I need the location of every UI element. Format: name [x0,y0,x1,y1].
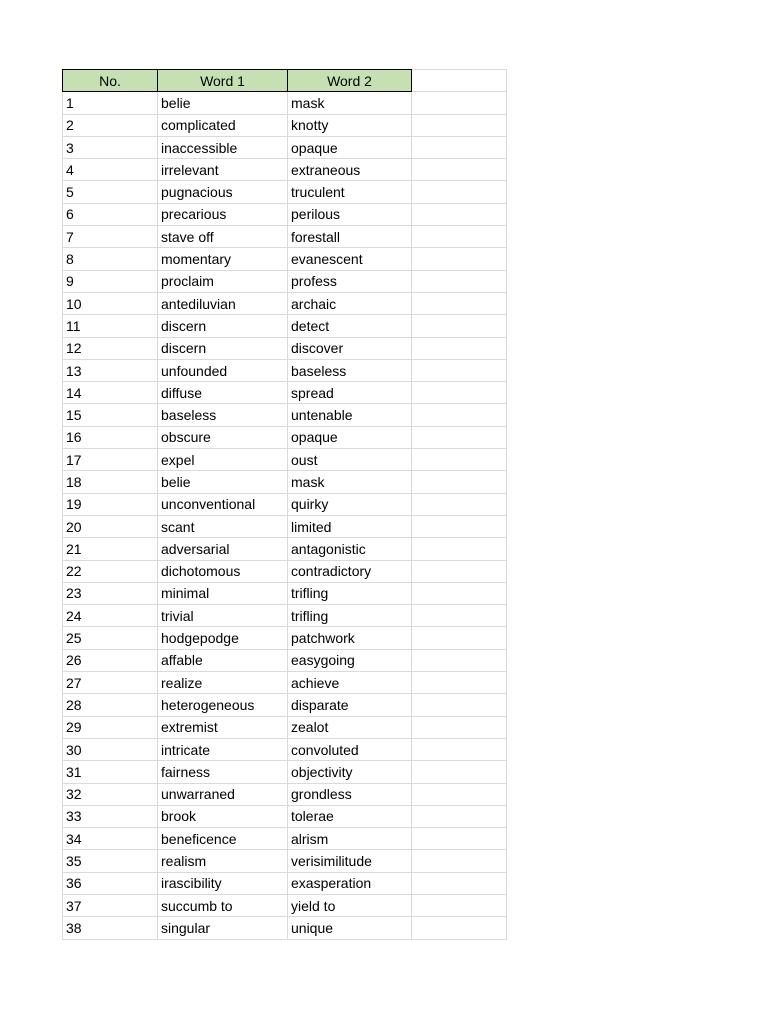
cell-word-1[interactable]: belie [158,471,288,493]
cell-word-2[interactable]: trifling [288,605,412,627]
cell-no[interactable]: 30 [63,738,158,760]
table-row [63,203,507,225]
table-row [63,560,507,582]
empty-cell[interactable] [412,828,507,850]
cell-no[interactable]: 32 [63,783,158,805]
empty-cell[interactable] [412,716,507,738]
empty-cell[interactable] [412,493,507,515]
empty-cell[interactable] [412,315,507,337]
table-body [63,70,507,940]
cell-no[interactable]: 36 [63,872,158,894]
empty-cell[interactable] [412,761,507,783]
cell-word-2[interactable]: disparate [288,694,412,716]
table-row [63,270,507,292]
cell-word-2[interactable]: mask [288,471,412,493]
empty-cell[interactable] [412,917,507,939]
empty-cell[interactable] [412,181,507,203]
cell-no[interactable]: 11 [63,315,158,337]
cell-word-2[interactable]: patchwork [288,627,412,649]
cell-word-1[interactable]: affable [158,649,288,671]
cell-word-2[interactable]: grondless [288,783,412,805]
cell-no[interactable]: 34 [63,828,158,850]
table-row [63,337,507,359]
cell-word-1[interactable]: irascibility [158,872,288,894]
cell-no[interactable]: 19 [63,493,158,515]
cell-word-1[interactable]: obscure [158,426,288,448]
cell-no[interactable]: 26 [63,649,158,671]
cell-word-1[interactable]: discern [158,337,288,359]
cell-no[interactable]: 18 [63,471,158,493]
empty-cell[interactable] [412,203,507,225]
empty-cell[interactable] [412,292,507,314]
table-row [63,181,507,203]
cell-word-1[interactable]: succumb to [158,894,288,916]
empty-cell[interactable] [412,872,507,894]
cell-no[interactable]: 35 [63,850,158,872]
cell-word-1[interactable]: minimal [158,582,288,604]
cell-word-2[interactable]: archaic [288,292,412,314]
cell-no[interactable]: 29 [63,716,158,738]
cell-no[interactable]: 31 [63,761,158,783]
cell-word-2[interactable]: oust [288,449,412,471]
empty-cell[interactable] [412,92,507,114]
cell-word-2[interactable]: spread [288,382,412,404]
vocabulary-table [62,69,507,940]
cell-no[interactable]: 33 [63,805,158,827]
cell-no[interactable]: 10 [63,292,158,314]
cell-word-1[interactable]: singular [158,917,288,939]
cell-word-1[interactable]: expel [158,449,288,471]
cell-no[interactable]: 13 [63,359,158,381]
empty-cell[interactable] [412,449,507,471]
cell-word-2[interactable]: evanescent [288,248,412,270]
table-row [63,471,507,493]
cell-no[interactable]: 5 [63,181,158,203]
cell-word-1[interactable]: unconventional [158,493,288,515]
cell-word-1[interactable]: belie [158,92,288,114]
cell-no[interactable]: 16 [63,426,158,448]
empty-cell[interactable] [412,582,507,604]
cell-word-2[interactable]: unique [288,917,412,939]
cell-no[interactable]: 14 [63,382,158,404]
empty-cell[interactable] [412,114,507,136]
cell-word-1[interactable]: hodgepodge [158,627,288,649]
cell-word-2[interactable]: detect [288,315,412,337]
cell-no[interactable]: 27 [63,672,158,694]
table-row [63,605,507,627]
table-row [63,828,507,850]
table-row [63,92,507,114]
cell-no[interactable]: 28 [63,694,158,716]
cell-no[interactable]: 9 [63,270,158,292]
cell-word-2[interactable]: profess [288,270,412,292]
cell-word-2[interactable]: opaque [288,426,412,448]
cell-word-2[interactable]: tolerae [288,805,412,827]
empty-cell[interactable] [412,850,507,872]
cell-word-1[interactable]: dichotomous [158,560,288,582]
cell-word-2[interactable]: mask [288,92,412,114]
cell-no[interactable]: 25 [63,627,158,649]
cell-no[interactable]: 3 [63,136,158,158]
table-row [63,627,507,649]
cell-word-1[interactable]: irrelevant [158,159,288,181]
cell-word-1[interactable]: inaccessible [158,136,288,158]
table-row [63,426,507,448]
empty-cell[interactable] [412,805,507,827]
cell-word-1[interactable]: precarious [158,203,288,225]
table-row [63,382,507,404]
cell-word-2[interactable]: contradictory [288,560,412,582]
cell-word-1[interactable]: diffuse [158,382,288,404]
cell-no[interactable]: 15 [63,404,158,426]
cell-word-2[interactable]: discover [288,337,412,359]
empty-cell[interactable] [412,538,507,560]
cell-word-1[interactable]: proclaim [158,270,288,292]
cell-no[interactable]: 21 [63,538,158,560]
table-row [63,582,507,604]
cell-no[interactable]: 7 [63,226,158,248]
table-row [63,159,507,181]
empty-cell[interactable] [412,382,507,404]
table-row [63,761,507,783]
cell-word-1[interactable]: extremist [158,716,288,738]
cell-word-1[interactable]: intricate [158,738,288,760]
empty-cell[interactable] [412,248,507,270]
cell-word-1[interactable]: antediluvian [158,292,288,314]
cell-no[interactable]: 22 [63,560,158,582]
table-row [63,449,507,471]
empty-cell[interactable] [412,894,507,916]
cell-no[interactable]: 23 [63,582,158,604]
cell-word-1[interactable]: baseless [158,404,288,426]
cell-word-1[interactable]: unwarraned [158,783,288,805]
cell-word-2[interactable]: yield to [288,894,412,916]
cell-word-1[interactable]: fairness [158,761,288,783]
table-row [63,738,507,760]
empty-cell[interactable] [412,627,507,649]
table-row [63,850,507,872]
cell-word-2[interactable]: knotty [288,114,412,136]
cell-word-1[interactable]: scant [158,515,288,537]
table-row [63,248,507,270]
cell-word-1[interactable]: adversarial [158,538,288,560]
table-row [63,292,507,314]
cell-no[interactable]: 12 [63,337,158,359]
cell-no[interactable]: 6 [63,203,158,225]
cell-word-1[interactable]: complicated [158,114,288,136]
cell-no[interactable]: 24 [63,605,158,627]
cell-word-2[interactable]: quirky [288,493,412,515]
cell-word-1[interactable]: stave off [158,226,288,248]
empty-cell[interactable] [412,515,507,537]
cell-no[interactable]: 4 [63,159,158,181]
empty-cell[interactable] [412,337,507,359]
cell-word-1[interactable]: momentary [158,248,288,270]
cell-word-2[interactable]: easygoing [288,649,412,671]
empty-cell[interactable] [412,738,507,760]
cell-word-2[interactable]: verisimilitude [288,850,412,872]
empty-cell[interactable] [412,270,507,292]
empty-cell[interactable] [412,159,507,181]
cell-word-1[interactable]: heterogeneous [158,694,288,716]
cell-word-2[interactable]: perilous [288,203,412,225]
cell-no[interactable]: 2 [63,114,158,136]
empty-cell[interactable] [412,70,507,92]
empty-cell[interactable] [412,783,507,805]
cell-no[interactable]: 20 [63,515,158,537]
cell-word-2[interactable]: untenable [288,404,412,426]
table-row [63,672,507,694]
empty-cell[interactable] [412,694,507,716]
table-row [63,114,507,136]
cell-no[interactable]: 17 [63,449,158,471]
cell-word-2[interactable]: objectivity [288,761,412,783]
empty-cell[interactable] [412,649,507,671]
table-row [63,493,507,515]
empty-cell[interactable] [412,560,507,582]
cell-word-1[interactable]: beneficence [158,828,288,850]
cell-word-1[interactable]: unfounded [158,359,288,381]
header-row [63,70,507,92]
empty-cell[interactable] [412,426,507,448]
empty-cell[interactable] [412,605,507,627]
table-row [63,694,507,716]
cell-word-2[interactable]: achieve [288,672,412,694]
table-row [63,359,507,381]
table-row [63,894,507,916]
cell-word-2[interactable]: exasperation [288,872,412,894]
table-row [63,805,507,827]
table-row [63,783,507,805]
header-word-1[interactable]: Word 1 [158,70,288,92]
table-row [63,538,507,560]
cell-no[interactable]: 8 [63,248,158,270]
cell-word-1[interactable]: brook [158,805,288,827]
cell-word-2[interactable]: limited [288,515,412,537]
empty-cell[interactable] [412,226,507,248]
cell-word-2[interactable]: forestall [288,226,412,248]
empty-cell[interactable] [412,404,507,426]
cell-word-1[interactable]: trivial [158,605,288,627]
cell-word-2[interactable]: trifling [288,582,412,604]
empty-cell[interactable] [412,672,507,694]
table-row [63,872,507,894]
table-row [63,716,507,738]
table-row [63,404,507,426]
cell-word-2[interactable]: truculent [288,181,412,203]
table-row [63,649,507,671]
header-no[interactable]: No. [63,70,158,92]
cell-no[interactable]: 37 [63,894,158,916]
header-word-2[interactable]: Word 2 [288,70,412,92]
empty-cell[interactable] [412,359,507,381]
cell-no[interactable]: 38 [63,917,158,939]
cell-word-1[interactable]: pugnacious [158,181,288,203]
cell-word-1[interactable]: discern [158,315,288,337]
table-row [63,917,507,939]
cell-word-2[interactable]: baseless [288,359,412,381]
table-row [63,315,507,337]
cell-word-2[interactable]: convoluted [288,738,412,760]
cell-word-1[interactable]: realize [158,672,288,694]
table-row [63,136,507,158]
cell-word-2[interactable]: alrism [288,828,412,850]
empty-cell[interactable] [412,136,507,158]
cell-no[interactable]: 1 [63,92,158,114]
empty-cell[interactable] [412,471,507,493]
cell-word-2[interactable]: opaque [288,136,412,158]
cell-word-2[interactable]: extraneous [288,159,412,181]
cell-word-2[interactable]: zealot [288,716,412,738]
table-row [63,226,507,248]
table-row [63,515,507,537]
cell-word-1[interactable]: realism [158,850,288,872]
cell-word-2[interactable]: antagonistic [288,538,412,560]
